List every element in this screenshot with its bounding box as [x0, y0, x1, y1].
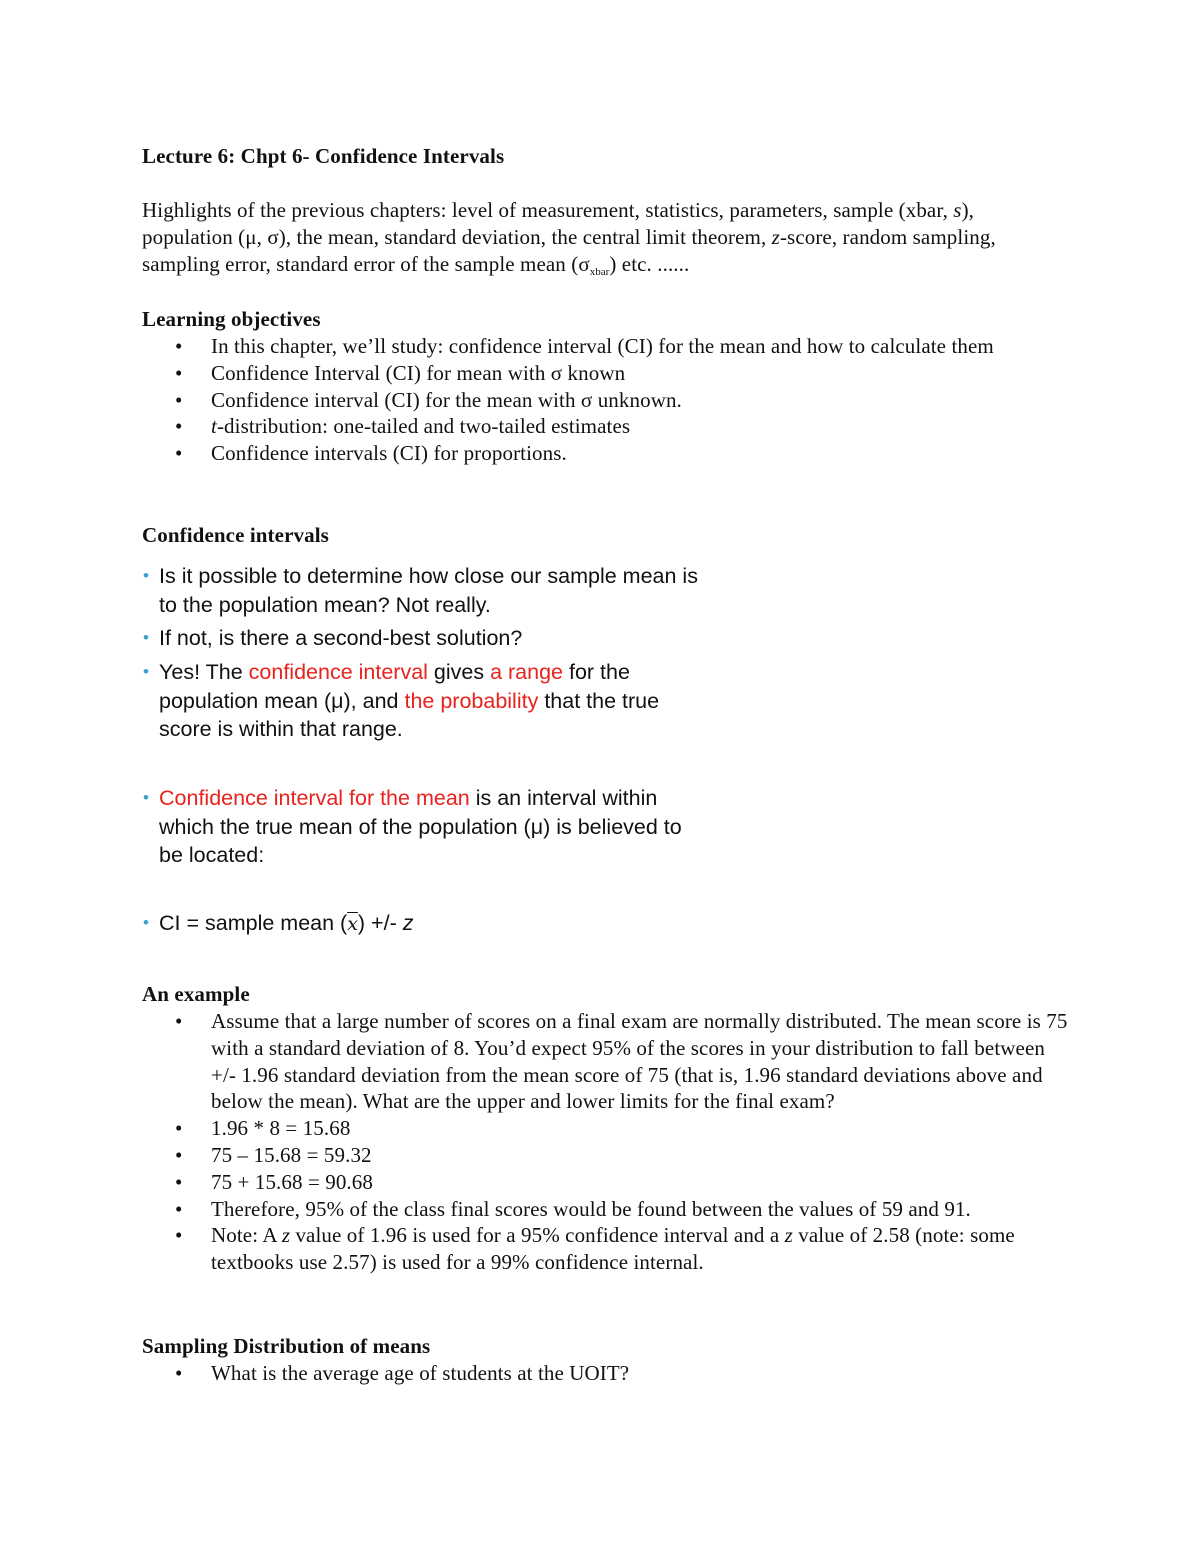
- bullet-icon: •: [175, 441, 183, 466]
- highlights-text-2: ), population (μ, σ), the mean, standard deviation, the central limit theorem,: [142, 198, 975, 249]
- slide-bullet-icon: •: [143, 913, 149, 932]
- list-item: [142, 360, 1072, 387]
- confidence-intervals-heading: Confidence intervals: [142, 523, 329, 547]
- example-heading: An example: [142, 982, 250, 1006]
- list-item: [142, 1196, 1072, 1223]
- highlights-paragraph: [142, 197, 1062, 285]
- slide-text: gives: [427, 660, 491, 684]
- highlights-text-4: ) etc. ......: [609, 251, 690, 276]
- bullet-icon: •: [175, 387, 183, 412]
- slide-bullet-text: If not, is there a second-best solution?: [159, 626, 523, 650]
- slide-bullet: [140, 624, 710, 653]
- example-list: [142, 1008, 1072, 1276]
- list-item-text: In this chapter, we’ll study: confidence interval (CI) for the mean and how to calculate them: [211, 334, 994, 358]
- sampling-distribution-heading: Sampling Distribution of means: [142, 1334, 431, 1358]
- z-italic: z: [784, 1223, 793, 1248]
- slide-bullet-text: [140, 909, 710, 939]
- list-item-text: What is the average age of students at the UOIT?: [211, 1361, 630, 1385]
- list-item: [142, 1008, 1072, 1115]
- slide-highlight: a range: [490, 660, 563, 684]
- bullet-icon: •: [175, 414, 183, 439]
- slide-bullet-icon: •: [143, 662, 149, 681]
- z-italic: z: [281, 1223, 291, 1248]
- list-item-text: value of 1.96 is used for a 95% confidence interval and a: [290, 1223, 785, 1248]
- list-item: [142, 413, 1072, 440]
- slide-text: Yes! The: [159, 660, 249, 684]
- list-item-text: -distribution: one-tailed and two-tailed estimates: [216, 414, 631, 439]
- slide-bullet-icon: •: [143, 788, 149, 807]
- slide-bullet-text: [140, 658, 710, 744]
- highlights-s: s: [953, 198, 962, 222]
- sampling-distribution-list: [142, 1360, 1072, 1387]
- x-bar-symbol: $\overline{x}$: [347, 913, 358, 935]
- t-italic: t: [211, 414, 217, 439]
- slide-text: that the true score is within that range.: [159, 688, 660, 741]
- list-item: [142, 1142, 1072, 1169]
- embedded-slide-image: [140, 560, 710, 950]
- slide-bullet-text: [140, 784, 710, 870]
- list-item-text: Therefore, 95% of the class final scores would be found between the values of 59 and 91.: [211, 1196, 971, 1221]
- learning-objectives-heading: Learning objectives: [142, 307, 321, 331]
- list-item-text: 75 + 15.68 = 90.68: [211, 1169, 373, 1194]
- slide-bullet-text: Is it possible to determine how close our sample mean is to the population mean? Not really.: [159, 564, 698, 617]
- list-item-text: 75 – 15.68 = 59.32: [211, 1142, 372, 1167]
- slide-bullet: [140, 562, 710, 619]
- list-item: [142, 387, 1072, 414]
- list-item: [142, 1360, 1072, 1387]
- slide-bullet: [140, 658, 710, 744]
- bullet-icon: •: [175, 1116, 183, 1141]
- list-item-text: Confidence intervals (CI) for proportions.: [211, 441, 567, 466]
- slide-highlight: Confidence interval for the mean: [159, 786, 470, 810]
- list-item: [142, 1115, 1072, 1142]
- learning-objectives-list: [142, 333, 1072, 467]
- highlights-text-3: -score, random sampling, sampling error, standard error of the sample mean (σ: [142, 224, 996, 276]
- slide-highlight: confidence interval: [248, 660, 428, 684]
- list-item-text: Note: A: [211, 1223, 282, 1248]
- slide-text: CI = sample mean (: [159, 911, 348, 935]
- list-item: [142, 440, 1072, 467]
- bullet-icon: •: [175, 1009, 183, 1033]
- list-item-text: Assume that a large number of scores on a final exam are normally distributed. The mean score is 75 with a standard deviation of 8. You’d expect 95% of the scores in your distribution to fall between +/- 1.96 standard deviation from the mean score of 75 (that is, 1.96 standard deviations above and below the mean). What are the upper and lower limits for the final exam?: [211, 1009, 1068, 1114]
- bullet-icon: •: [175, 1169, 183, 1194]
- bullet-icon: •: [175, 1223, 183, 1248]
- slide-bullet-icon: •: [143, 566, 149, 585]
- list-item: [142, 1222, 1072, 1276]
- list-item-text: Confidence Interval (CI) for mean with σ known: [211, 360, 626, 385]
- slide-bullet: [140, 909, 710, 939]
- slide-bullet-icon: •: [143, 628, 149, 647]
- bullet-icon: •: [175, 1142, 183, 1167]
- list-item: [142, 1169, 1072, 1196]
- z-italic: z: [402, 911, 414, 935]
- bullet-icon: •: [175, 1196, 183, 1221]
- bullet-icon: •: [175, 1361, 183, 1385]
- slide-text: ) +/-: [357, 911, 403, 935]
- highlights-z: z: [771, 224, 780, 249]
- list-item: [142, 333, 1072, 360]
- slide-text: for the population mean (μ), and: [159, 660, 630, 713]
- slide-highlight: the probability: [404, 688, 539, 713]
- list-item-text: value of 2.58 (note: some textbooks use 2.57) is used for a 99% confidence internal.: [211, 1223, 1015, 1275]
- bullet-icon: •: [175, 360, 183, 385]
- bullet-icon: •: [175, 334, 183, 358]
- list-item-text: Confidence interval (CI) for the mean with σ unknown.: [211, 387, 682, 412]
- slide-text: is an interval within which the true mean of the population (μ) is believed to be located:: [159, 786, 682, 867]
- page-title: Lecture 6: Chpt 6- Confidence Intervals: [142, 144, 505, 168]
- slide-bullet: [140, 784, 710, 870]
- highlights-text-1: Highlights of the previous chapters: level of measurement, statistics, parameters, sample (xbar,: [142, 198, 954, 222]
- highlights-subscript: xbar: [589, 265, 610, 278]
- list-item-text: 1.96 * 8 = 15.68: [211, 1116, 351, 1141]
